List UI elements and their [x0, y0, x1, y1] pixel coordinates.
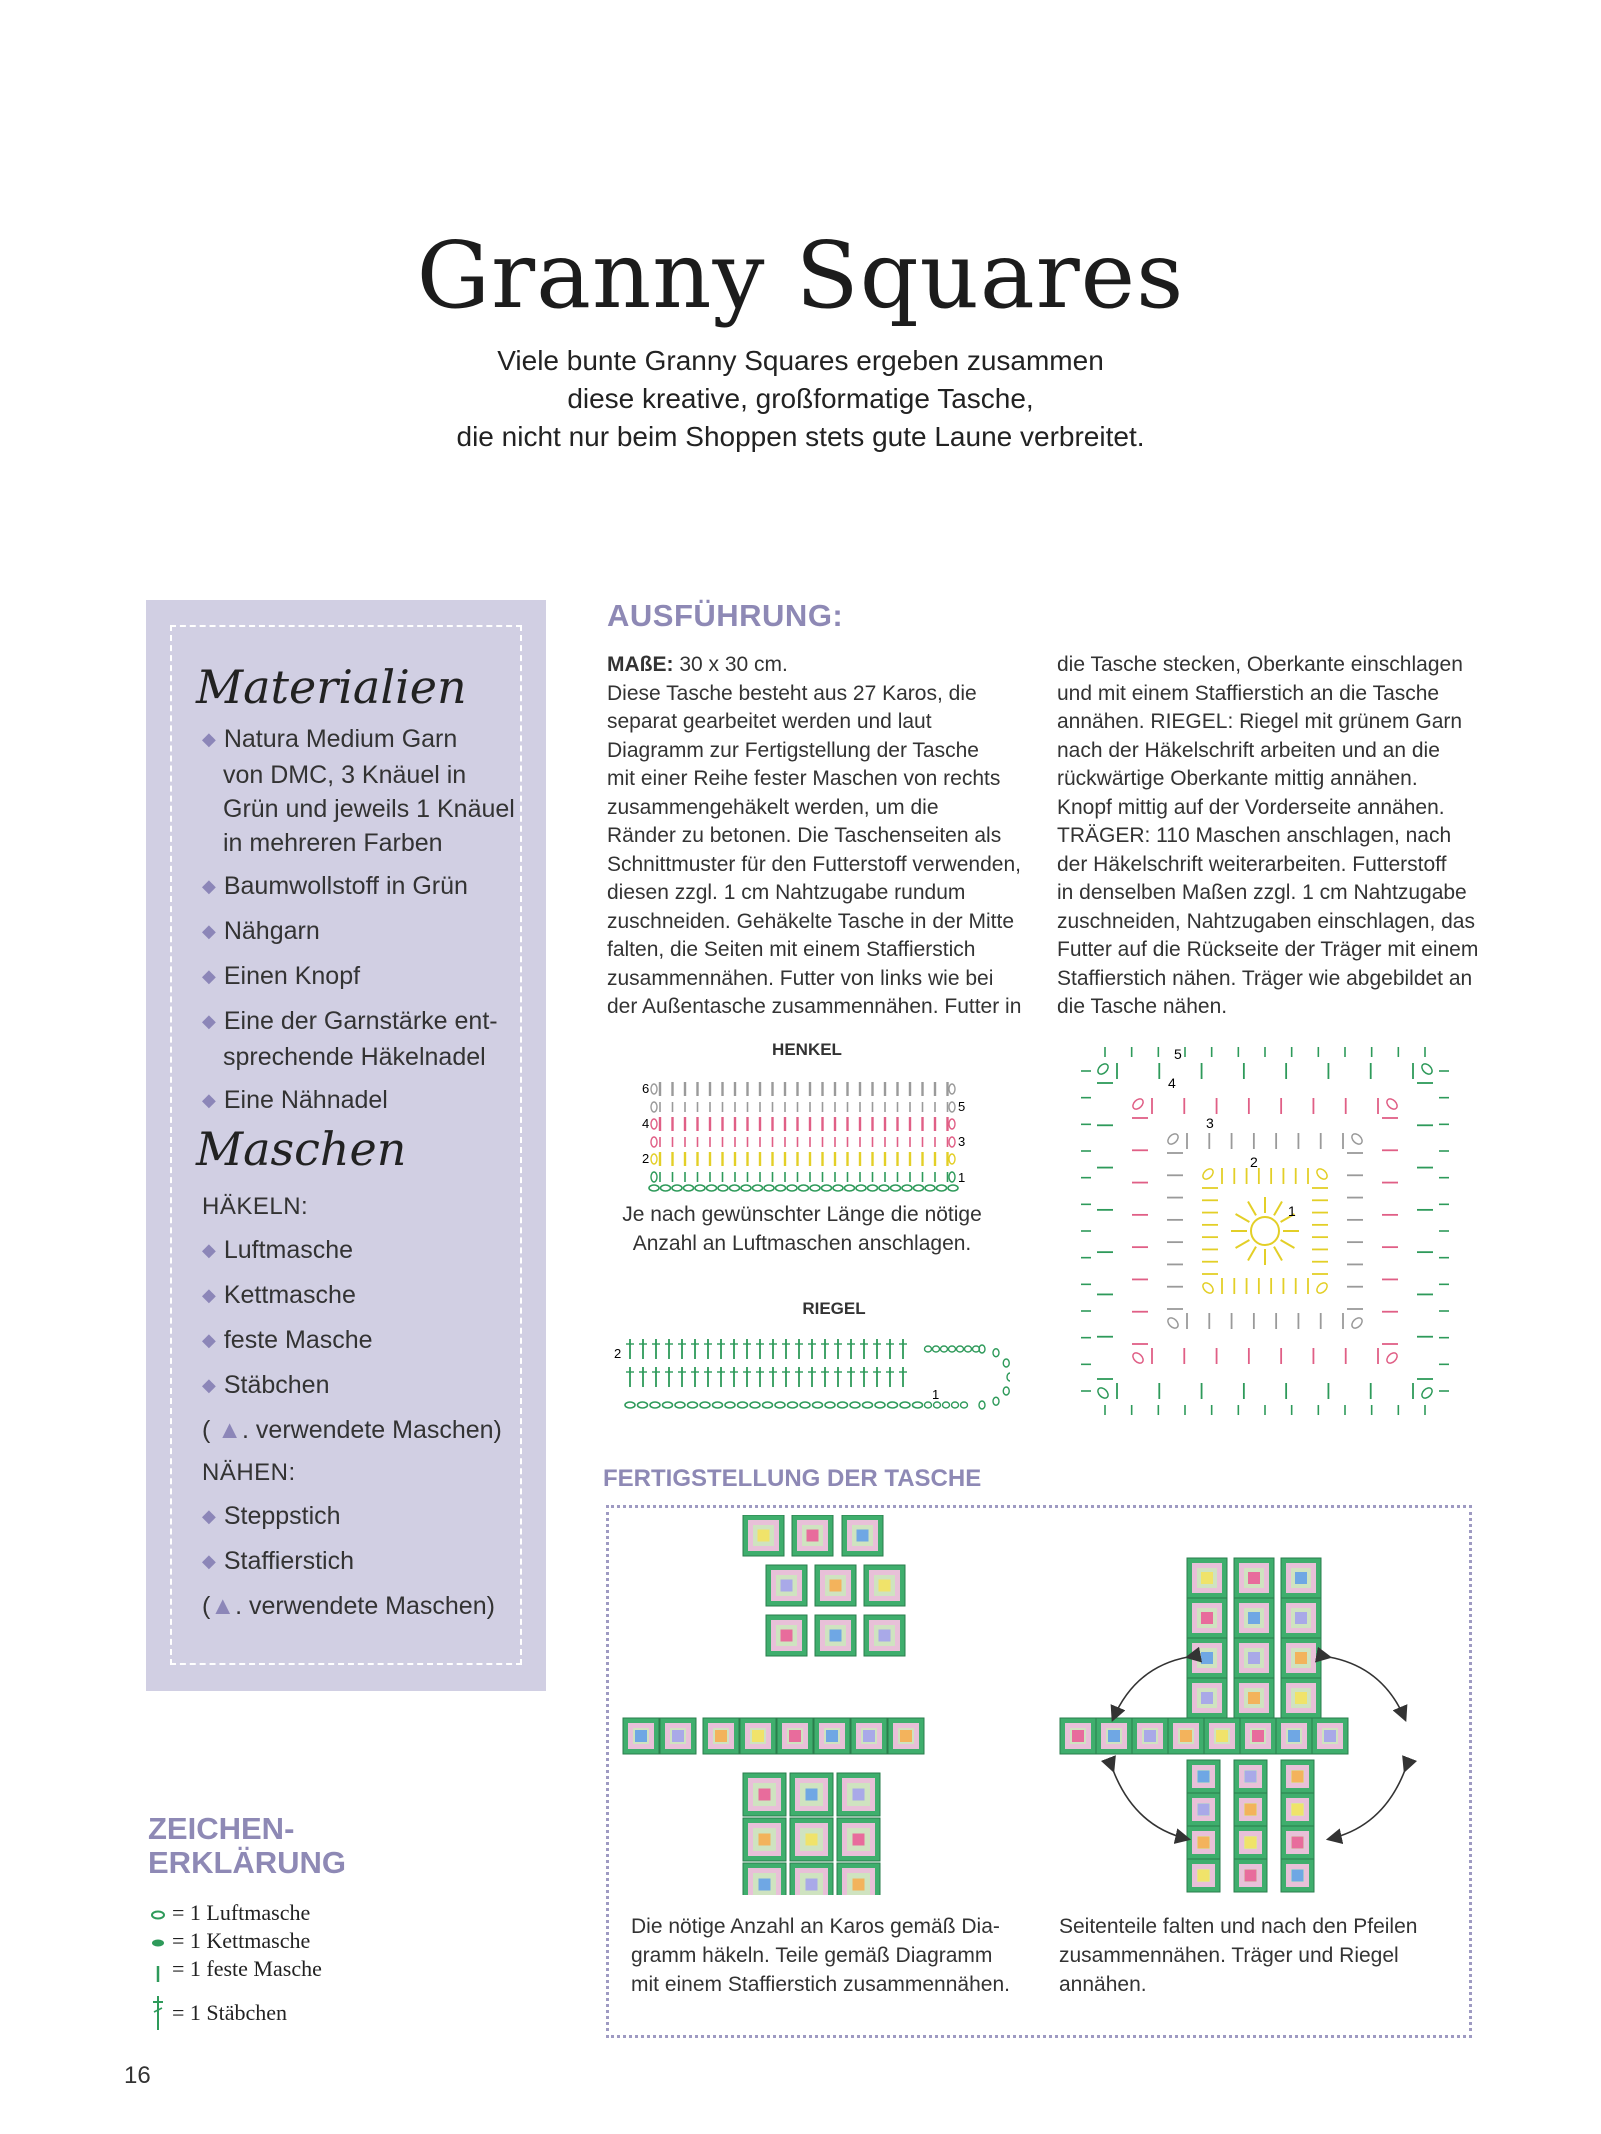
triangle-icon: ▲: [210, 1416, 243, 1444]
granny-square-tile-center: [752, 1730, 764, 1742]
chain-stitch-mark: [764, 1185, 774, 1191]
henkel-row-label: 5: [958, 1099, 966, 1114]
granny-square-tile-center: [759, 1789, 771, 1801]
granny-square-tile-center: [806, 1789, 818, 1801]
list-item: ◆ Eine Nähnadel: [202, 1086, 388, 1114]
granny-square-tile-center: [1248, 1572, 1260, 1584]
chain-stitch-mark: [888, 1402, 898, 1408]
chain-stitch-mark: [943, 1402, 950, 1408]
chain-stitch-mark: [891, 1185, 901, 1191]
page-number: 16: [124, 2062, 151, 2089]
chain-stitch-mark: [753, 1185, 763, 1191]
chain-stitch-mark: [934, 1402, 941, 1408]
list-item: ◆ Kettmasche: [202, 1281, 356, 1309]
henkel-row-label: 4: [642, 1116, 650, 1131]
round-label: 2: [1250, 1154, 1258, 1170]
chain-stitch-mark: [730, 1185, 740, 1191]
chain-stitch-mark: [937, 1185, 947, 1191]
paragraph-line: zuschneiden, Nahtzugaben einschlagen, das: [1057, 909, 1475, 933]
chain-stitch-mark: [707, 1185, 717, 1191]
paragraph-line: Diese Tasche besteht aus 27 Karos, die: [607, 681, 977, 705]
caption-line: gramm häkeln. Teile gemäß Diagramm: [631, 1944, 993, 1967]
chain-stitch-mark: [800, 1402, 810, 1408]
paragraph-line: zusammengehäkelt werden, um die: [607, 795, 939, 819]
first-round-stitch-mark: [1274, 1247, 1282, 1261]
chain-stitch-mark: [787, 1185, 797, 1191]
legend-heading-line: ZEICHEN-: [148, 1811, 295, 1846]
granny-square-tile-center: [1292, 1771, 1304, 1783]
granny-square-tile-center: [715, 1730, 727, 1742]
granny-square-tile-center: [1292, 1804, 1304, 1816]
paragraph-line: der Außentasche zusammennähen. Futter in: [607, 995, 1022, 1018]
chain-stitch-mark: [900, 1402, 910, 1408]
henkel-caption: [612, 1200, 992, 1258]
magic-ring-mark: [1251, 1217, 1279, 1245]
granny-square-tile-center: [781, 1580, 793, 1592]
chain-stitch-mark: [1003, 1387, 1009, 1395]
granny-square-tile-center: [853, 1789, 865, 1801]
list-item: ◆ Staffierstich: [202, 1547, 354, 1575]
paragraph-line: Knopf mittig auf der Vorderseite annähen.: [1057, 795, 1445, 819]
paragraph-line: die Tasche stecken, Oberkante einschlagen: [1057, 653, 1463, 676]
granny-square-tile-center: [1292, 1870, 1304, 1882]
granny-square-tile-center: [635, 1730, 647, 1742]
granny-square-tile-center: [1295, 1692, 1307, 1704]
chain-stitch-mark: [663, 1402, 673, 1408]
chain-stitch-mark: [750, 1402, 760, 1408]
riegel-row-label: 1: [932, 1387, 940, 1402]
chain-stitch-mark: [776, 1185, 786, 1191]
chain-stitch-mark: [993, 1397, 999, 1405]
chain-stitch-mark: [965, 1346, 972, 1352]
chain-stitch-icon: [150, 1905, 170, 1925]
diamond-bullet-icon: ◆: [202, 966, 216, 986]
paragraph-line: separat gearbeitet werden und laut: [607, 710, 932, 733]
intro-text: [0, 342, 1601, 456]
chain-stitch-mark: [838, 1402, 848, 1408]
chain-stitch-mark: [925, 1185, 935, 1191]
single-crochet-icon: [150, 1960, 170, 1990]
turning-chain-mark: [651, 1084, 657, 1094]
chain-stitch-mark: [625, 1402, 635, 1408]
chain-stitch-mark: [879, 1185, 889, 1191]
granny-square-tile-center: [1198, 1804, 1210, 1816]
granny-square-tile-center: [1072, 1730, 1084, 1742]
first-round-stitch-mark: [1248, 1202, 1256, 1216]
diamond-bullet-icon: ◆: [202, 1551, 216, 1571]
chain-stitch-mark: [725, 1402, 735, 1408]
fold-arrow: [1329, 1657, 1405, 1719]
paragraph-line: diesen zzgl. 1 cm Nahtzugabe rundum: [607, 881, 966, 904]
chain-stitch-mark: [813, 1402, 823, 1408]
caption-line: mit einem Staffierstich zusammennähen.: [631, 1973, 1010, 1996]
list-item: ◆ Luftmasche: [202, 1236, 354, 1264]
granny-square-tile-center: [1216, 1730, 1228, 1742]
corner-chain-mark: [1166, 1316, 1180, 1330]
assembly-caption-left: [631, 1912, 1051, 1999]
henkel-chart: [630, 1070, 980, 1196]
diamond-bullet-icon: ◆: [202, 1375, 216, 1395]
chain-stitch-mark: [1007, 1373, 1010, 1381]
riegel-chart: [610, 1325, 1010, 1415]
granny-square-tile-center: [1292, 1837, 1304, 1849]
chain-stitch-mark: [718, 1185, 728, 1191]
size-line: MAßE: 30 x 30 cm.: [607, 653, 788, 676]
legend-heading-line: ERKLÄRUNG: [148, 1845, 347, 1880]
granny-square-tile-center: [759, 1834, 771, 1846]
paragraph-line: nach der Häkelschrift arbeiten und an die: [1057, 738, 1440, 762]
chain-stitch-mark: [933, 1346, 940, 1352]
granny-square-tile-center: [1324, 1730, 1336, 1742]
chain-stitch-mark: [713, 1402, 723, 1408]
diamond-bullet-icon: ◆: [202, 921, 216, 941]
chain-stitch-mark: [952, 1402, 959, 1408]
corner-chain-mark: [1166, 1132, 1180, 1146]
henkel-row-label: 6: [642, 1081, 650, 1096]
granny-square-tile-center: [789, 1730, 801, 1742]
first-round-stitch-mark: [1248, 1247, 1256, 1261]
corner-chain-mark: [1385, 1097, 1399, 1111]
chain-stitch-mark: [833, 1185, 843, 1191]
corner-chain-mark: [1420, 1062, 1434, 1076]
granny-square-tile-center: [853, 1834, 865, 1846]
turning-chain-mark: [651, 1172, 657, 1182]
first-round-stitch-mark: [1236, 1214, 1250, 1222]
corner-chain-mark: [1350, 1132, 1364, 1146]
granny-square-tile-center: [1295, 1612, 1307, 1624]
granny-square-tile-center: [1295, 1652, 1307, 1664]
turning-chain-mark: [949, 1084, 955, 1094]
chain-stitch-mark: [941, 1346, 948, 1352]
corner-chain-mark: [1350, 1316, 1364, 1330]
slip-stitch-icon: [150, 1933, 170, 1953]
chain-stitch-mark: [822, 1185, 832, 1191]
granny-square-tile-center: [1198, 1837, 1210, 1849]
chain-stitch-mark: [700, 1402, 710, 1408]
stitch-note: ( ▲. verwendete Maschen): [202, 1416, 502, 1444]
round-label: 4: [1168, 1075, 1176, 1091]
chain-stitch-mark: [902, 1185, 912, 1191]
paragraph-line: Diagramm zur Fertigstellung der Tasche: [607, 738, 979, 762]
henkel-row-label: 1: [958, 1170, 966, 1185]
intro-line: diese kreative, großformatige Tasche,: [567, 383, 1034, 414]
chain-stitch-mark: [868, 1185, 878, 1191]
fold-arrow: [1113, 1770, 1188, 1839]
diamond-bullet-icon: ◆: [202, 1506, 216, 1526]
materials-heading: Materialien: [196, 660, 467, 714]
granny-square-tile-center: [830, 1630, 842, 1642]
granny-square-tile-center: [1245, 1804, 1257, 1816]
granny-square-tile-center: [1201, 1612, 1213, 1624]
list-item: ◆ Stäbchen: [202, 1371, 330, 1399]
diamond-bullet-icon: ◆: [202, 1011, 216, 1031]
diamond-bullet-icon: ◆: [202, 1330, 216, 1350]
assembly-diagram: [615, 1515, 1465, 1895]
granny-square-tile-center: [879, 1580, 891, 1592]
corner-chain-mark: [1420, 1386, 1434, 1400]
list-item-continued: von DMC, 3 Knäuel in: [223, 761, 467, 789]
paragraph-line: falten, die Seiten mit einem Staffierstich: [607, 938, 976, 961]
corner-chain-mark: [1131, 1097, 1145, 1111]
paragraph-line: in denselben Maßen zzgl. 1 cm Nahtzugabe: [1057, 881, 1467, 904]
granny-square-tile-center: [758, 1530, 770, 1542]
turning-chain-mark: [651, 1137, 657, 1147]
assembly-heading: FERTIGSTELLUNG DER TASCHE: [603, 1465, 982, 1492]
intro-line: die nicht nur beim Shoppen stets gute Laune verbreitet.: [456, 421, 1145, 452]
granny-square-tile-center: [1248, 1612, 1260, 1624]
henkel-label: HENKEL: [772, 1040, 842, 1059]
turning-chain-mark: [949, 1154, 955, 1164]
list-item: ◆ Steppstich: [202, 1502, 341, 1530]
fold-arrow: [1113, 1657, 1188, 1719]
granny-square-tile-center: [879, 1630, 891, 1642]
granny-square-tile-center: [672, 1730, 684, 1742]
chain-stitch-mark: [650, 1402, 660, 1408]
granny-square-tile-center: [900, 1730, 912, 1742]
granny-square-tile-center: [1198, 1870, 1210, 1882]
list-item-continued: in mehreren Farben: [223, 829, 443, 857]
granny-square-chart: [1070, 1036, 1460, 1426]
instructions-heading: AUSFÜHRUNG:: [607, 598, 844, 633]
granny-square-tile-center: [857, 1530, 869, 1542]
instructions-col-2: [1057, 651, 1479, 1022]
corner-chain-mark: [1096, 1062, 1110, 1076]
chain-stitch-mark: [684, 1185, 694, 1191]
granny-square-tile-center: [863, 1730, 875, 1742]
turning-chain-mark: [651, 1102, 657, 1112]
riegel-row-label: 2: [614, 1346, 622, 1361]
chain-stitch-mark: [863, 1402, 873, 1408]
double-crochet-icon: [150, 1992, 170, 2032]
turning-chain-mark: [949, 1102, 955, 1112]
chain-stitch-mark: [775, 1402, 785, 1408]
granny-square-tile-center: [806, 1879, 818, 1891]
paragraph-line: annähen. RIEGEL: Riegel mit grünem Garn: [1057, 710, 1463, 733]
chain-stitch-mark: [1003, 1359, 1009, 1367]
turning-chain-mark: [949, 1119, 955, 1129]
chain-stitch-mark: [993, 1349, 999, 1357]
paragraph-line: der Häkelschrift weiterarbeiten. Futterstoff: [1057, 852, 1447, 876]
list-item: ◆ Eine der Garnstärke ent-: [202, 1007, 498, 1035]
granny-square-tile-center: [1201, 1692, 1213, 1704]
granny-square-tile-center: [807, 1530, 819, 1542]
first-round-stitch-mark: [1281, 1240, 1295, 1248]
turning-chain-mark: [651, 1154, 657, 1164]
granny-square-tile-center: [1252, 1730, 1264, 1742]
granny-square-tile-center: [1295, 1572, 1307, 1584]
fold-arrow: [1329, 1770, 1405, 1839]
chain-stitch-mark: [850, 1402, 860, 1408]
granny-square-tile-center: [1201, 1652, 1213, 1664]
paragraph-line: zuschneiden. Gehäkelte Tasche in der Mitte: [607, 909, 1015, 933]
corner-chain-mark: [1315, 1281, 1329, 1295]
intro-line: Viele bunte Granny Squares ergeben zusammen: [497, 345, 1104, 376]
granny-square-tile-center: [1245, 1837, 1257, 1849]
caption-line: Anzahl an Luftmaschen anschlagen.: [632, 1232, 972, 1255]
chain-stitch-mark: [672, 1185, 682, 1191]
chain-stitch-mark: [875, 1402, 885, 1408]
chain-stitch-mark: [825, 1402, 835, 1408]
round-label: 5: [1174, 1046, 1182, 1062]
chain-stitch-mark: [695, 1185, 705, 1191]
paragraph-line: rückwärtige Oberkante mittig annähen.: [1057, 767, 1418, 790]
first-round-stitch-mark: [1236, 1240, 1250, 1248]
chain-stitch-mark: [638, 1402, 648, 1408]
granny-square-tile-center: [1245, 1870, 1257, 1882]
granny-square-tile-center: [1180, 1730, 1192, 1742]
stitches-list: [202, 1190, 522, 1623]
chain-stitch-mark: [949, 1346, 956, 1352]
chain-stitch-mark: [741, 1185, 751, 1191]
materials-list: [202, 722, 522, 1119]
chain-stitch-mark: [788, 1402, 798, 1408]
paragraph-line: Ränder zu betonen. Die Taschenseiten als: [607, 824, 1002, 847]
caption-line: Je nach gewünschter Länge die nötige: [622, 1203, 982, 1226]
chain-stitch-mark: [675, 1402, 685, 1408]
corner-chain-mark: [1385, 1351, 1399, 1365]
chain-stitch-mark: [763, 1402, 773, 1408]
corner-chain-mark: [1096, 1386, 1110, 1400]
caption-line: Die nötige Anzahl an Karos gemäß Dia-: [631, 1915, 1000, 1938]
diamond-bullet-icon: ◆: [202, 1090, 216, 1110]
instructions-col-1: [607, 651, 1022, 1022]
caption-line: Seitenteile falten und nach den Pfeilen: [1059, 1915, 1418, 1938]
paragraph-line: mit einer Reihe fester Maschen von rechts: [607, 767, 1001, 790]
chain-stitch-mark: [799, 1185, 809, 1191]
list-item-continued: Grün und jeweils 1 Knäuel: [223, 795, 515, 823]
first-round-stitch-mark: [1274, 1202, 1282, 1216]
diamond-bullet-icon: ◆: [202, 1240, 216, 1260]
granny-square-tile-center: [806, 1834, 818, 1846]
paragraph-line: Staffierstich nähen. Träger wie abgebildet an: [1057, 966, 1473, 990]
granny-square-tile-center: [1248, 1652, 1260, 1664]
granny-square-tile-center: [1201, 1572, 1213, 1584]
round-label: 1: [1288, 1203, 1296, 1219]
granny-square-tile-center: [826, 1730, 838, 1742]
chain-stitch-mark: [738, 1402, 748, 1408]
granny-square-tile-center: [1108, 1730, 1120, 1742]
round-label: 3: [1206, 1115, 1214, 1131]
turning-chain-mark: [949, 1172, 955, 1182]
granny-square-tile-center: [759, 1879, 771, 1891]
list-item: ◆ Einen Knopf: [202, 962, 361, 990]
paragraph-line: Futter auf die Rückseite der Träger mit einem: [1057, 938, 1479, 961]
stitches-heading: Maschen: [196, 1122, 407, 1176]
paragraph-line: Schnittmuster für den Futterstoff verwenden,: [607, 852, 1021, 876]
granny-square-tile-center: [1198, 1771, 1210, 1783]
list-item: ◆ Nähgarn: [202, 917, 320, 945]
chain-stitch-mark: [688, 1402, 698, 1408]
sew-label: NÄHEN:: [202, 1459, 296, 1486]
triangle-icon: ▲: [210, 1592, 236, 1620]
paragraph-line: zusammennähen. Futter von links wie bei: [607, 966, 994, 990]
corner-chain-mark: [1315, 1167, 1329, 1181]
granny-square-tile-center: [1144, 1730, 1156, 1742]
henkel-row-label: 3: [958, 1134, 966, 1149]
granny-square-tile-center: [1248, 1692, 1260, 1704]
stitch-note: (▲. verwendete Maschen): [202, 1592, 495, 1620]
diamond-bullet-icon: ◆: [202, 729, 216, 749]
assembly-caption-right: [1059, 1912, 1459, 1999]
chain-stitch-mark: [961, 1402, 968, 1408]
list-item: ◆ feste Masche: [202, 1326, 373, 1354]
corner-chain-mark: [1201, 1281, 1215, 1295]
chain-stitch-mark: [957, 1346, 964, 1352]
granny-square-tile-center: [830, 1580, 842, 1592]
paragraph-line: die Tasche nähen.: [1057, 995, 1228, 1018]
chain-stitch-mark: [913, 1402, 923, 1408]
paragraph-line: TRÄGER: 110 Maschen anschlagen, nach: [1057, 824, 1452, 847]
diamond-bullet-icon: ◆: [202, 876, 216, 896]
chain-stitch-mark: [979, 1401, 985, 1409]
chain-stitch-mark: [856, 1185, 866, 1191]
chain-stitch-mark: [661, 1185, 671, 1191]
list-item: ◆ Natura Medium Garn: [202, 725, 458, 753]
granny-square-tile-center: [1245, 1771, 1257, 1783]
diamond-bullet-icon: ◆: [202, 1285, 216, 1305]
corner-chain-mark: [1201, 1167, 1215, 1181]
caption-line: zusammennähen. Träger und Riegel: [1059, 1944, 1399, 1967]
turning-chain-mark: [651, 1119, 657, 1129]
legend-heading: [148, 1812, 346, 1880]
granny-square-tile-center: [853, 1879, 865, 1891]
paragraph-line: und mit einem Staffierstich an die Tasche: [1057, 681, 1440, 705]
chain-stitch-mark: [925, 1402, 932, 1408]
riegel-label: RIEGEL: [802, 1299, 866, 1318]
granny-square-tile-center: [1288, 1730, 1300, 1742]
chain-stitch-mark: [845, 1185, 855, 1191]
chain-stitch-mark: [948, 1185, 958, 1191]
corner-chain-mark: [1131, 1351, 1145, 1365]
chain-stitch-mark: [649, 1185, 659, 1191]
chain-stitch-mark: [914, 1185, 924, 1191]
chain-stitch-mark: [925, 1346, 932, 1352]
henkel-row-label: 2: [642, 1151, 650, 1166]
caption-line: annähen.: [1059, 1973, 1147, 1996]
page-title: Granny Squares: [416, 222, 1185, 329]
crochet-label: HÄKELN:: [202, 1193, 309, 1220]
granny-square-tile-center: [781, 1630, 793, 1642]
list-item-continued: sprechende Häkelnadel: [223, 1043, 486, 1071]
chain-stitch-mark: [810, 1185, 820, 1191]
turning-chain-mark: [949, 1137, 955, 1147]
list-item: ◆ Baumwollstoff in Grün: [202, 872, 468, 900]
